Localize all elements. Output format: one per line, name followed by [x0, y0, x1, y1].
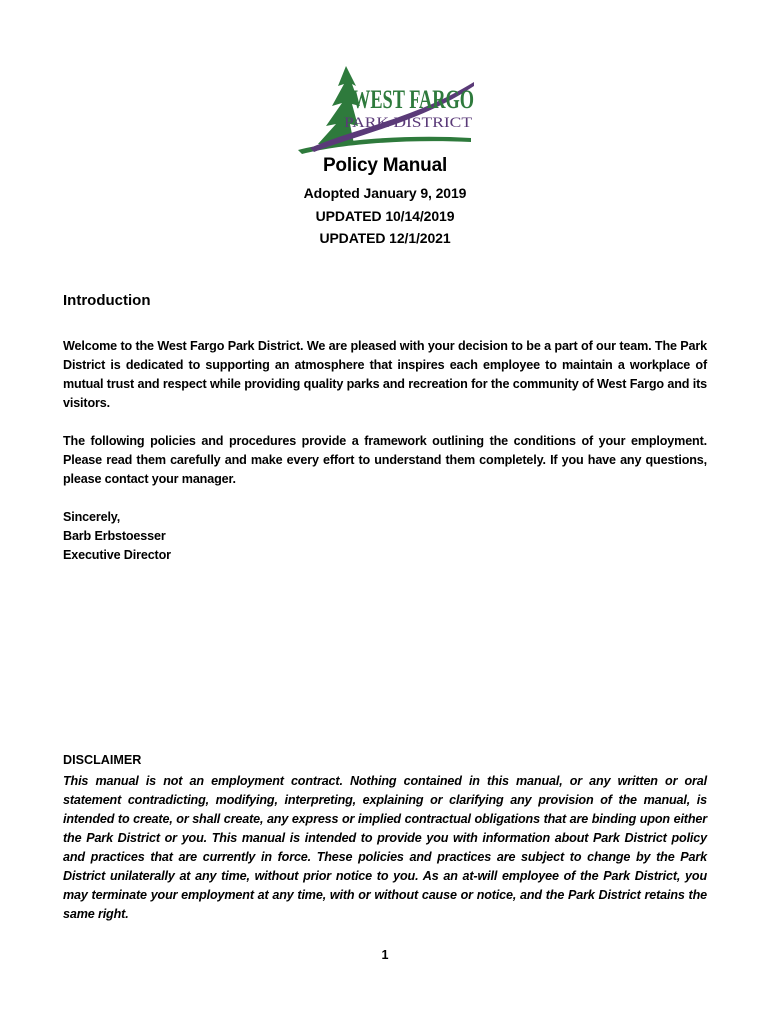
document-title: Policy Manual — [322, 155, 448, 176]
introduction-paragraph-1: Welcome to the West Fargo Park District. We are pleased with your decision to be a part of our team. The Park District is dedicated to supporting an atmosphere that inspires each employee to maintain a workplace of mutual trust and respect while providing quality parks and recreation for the community of West Fargo and its visitors. — [63, 339, 707, 410]
signature-name: Barb Erbstoesser — [63, 529, 166, 543]
disclaimer-body: This manual is not an employment contract. Nothing contained in this manual, or any written or oral statement contradicting, modifying, interpreting, explaining or clarifying any provision of the manual, is intended to create, or shall create, any express or implied contractual obligations that are binding upon either the Park District or you. This manual is intended to provide you with information about Park District policy and practices that are currently in force. These policies and practices are subject to change by the Park District unilaterally at any time, without prior notice to you. As an at-will employee of the Park District, you may terminate your employment at any time, with or without cause or notice, and the Park District retains the same right. — [63, 774, 707, 921]
updated-date-1: UPDATED 10/14/2019 — [315, 208, 455, 224]
logo-line2: PARK DISTRICT — [344, 115, 472, 131]
signature-closing: Sincerely, — [63, 510, 121, 524]
introduction-heading: Introduction — [63, 292, 151, 309]
adopted-date: Adopted January 9, 2019 — [303, 185, 467, 201]
disclaimer-heading: DISCLAIMER — [63, 753, 142, 767]
signature-role: Executive Director — [63, 548, 171, 562]
updated-date-2: UPDATED 12/1/2021 — [319, 230, 451, 246]
west-fargo-park-district-logo — [296, 64, 478, 154]
logo-line1: WEST FARGO — [352, 85, 474, 114]
page-number: 1 — [381, 948, 389, 962]
logo-graphic — [296, 64, 478, 154]
introduction-paragraph-2: The following policies and procedures provide a framework outlining the conditions of your employment. Please read them carefully and make every effort to understand them completely. If you have any questions, please contact your manager. — [63, 434, 707, 486]
